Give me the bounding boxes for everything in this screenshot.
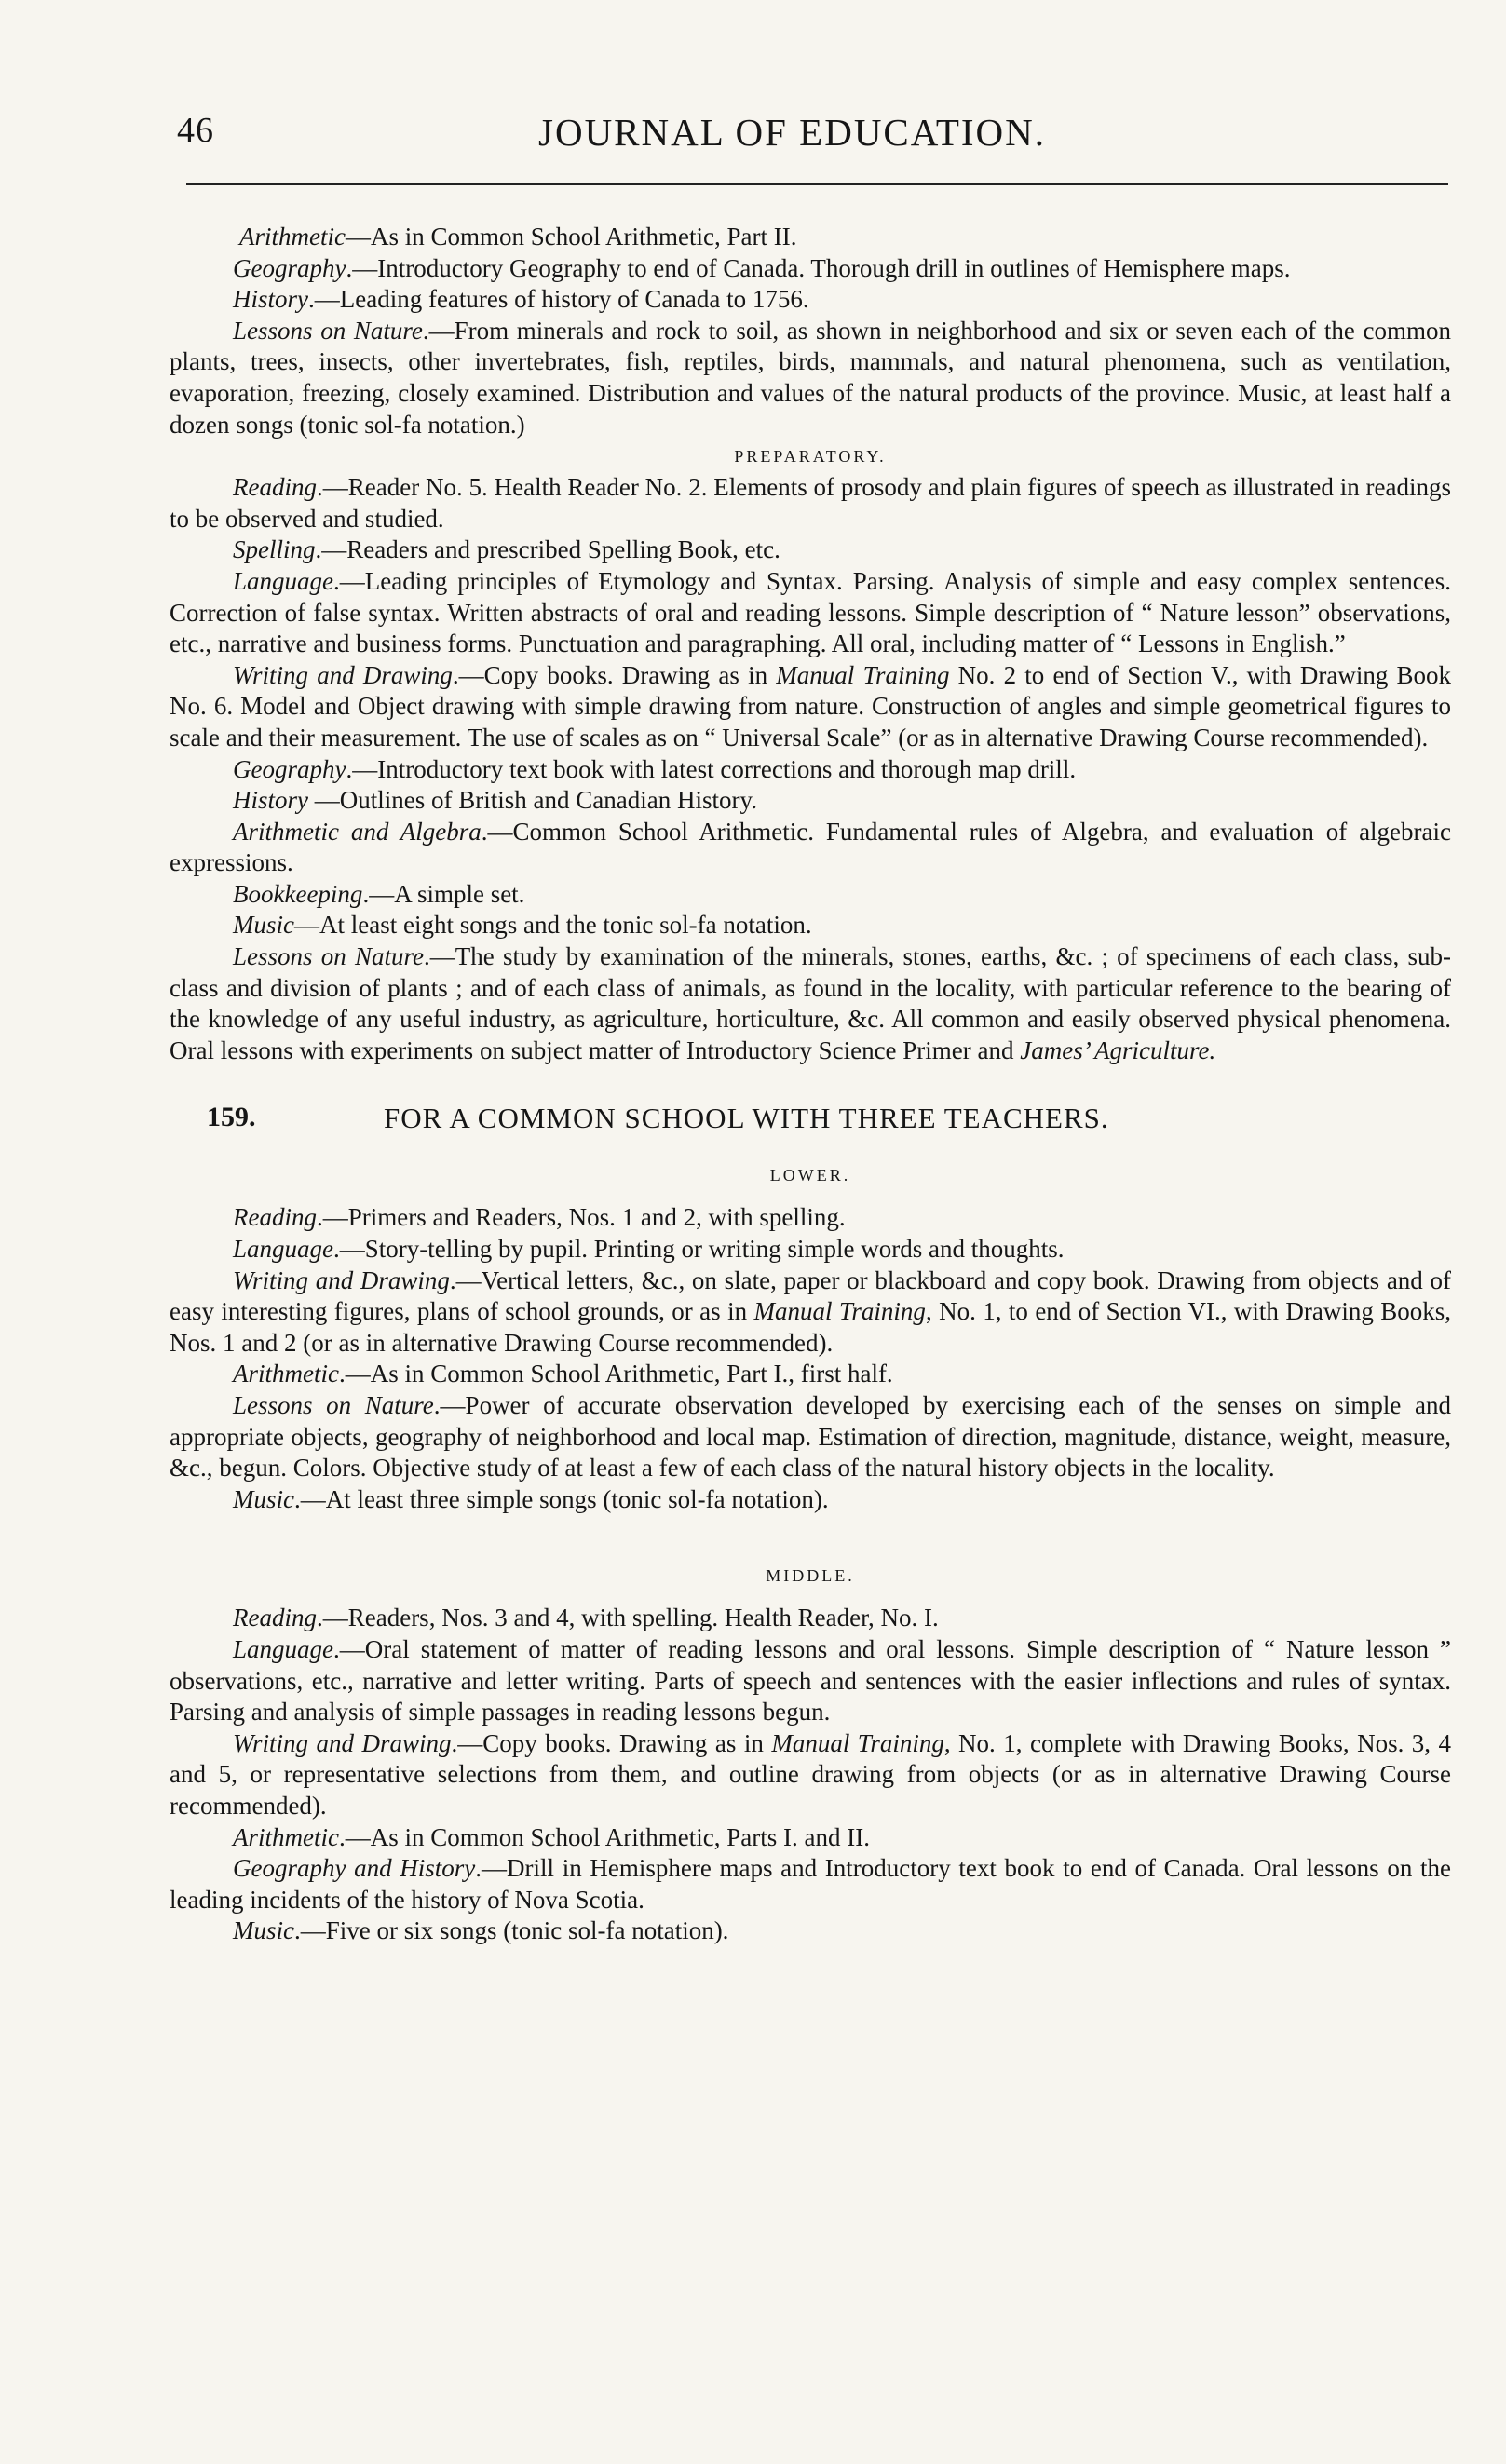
paragraph-text: .—Common School Arithmetic. Fundamental rules of Algebra, and evaluation of algebraic expressions.: [170, 817, 1451, 877]
page-header: [177, 110, 1453, 166]
paragraph-text: .—As in Common School Arithmetic, Parts I. and II.: [338, 1822, 870, 1851]
lead-term: Reading: [233, 1604, 317, 1632]
paragraph-writing-drawing: [170, 660, 1451, 754]
paragraph-text: .—Leading features of history of Canada to 1756.: [308, 285, 809, 314]
paragraph-text: .—Vertical letters, &c., on slate, paper or blackboard and copy book. Drawing from objects and of easy interesting figures, plans of school grounds, or as in: [170, 1266, 1451, 1326]
paragraph-text: .—Copy books. Drawing as in: [451, 1728, 772, 1757]
paragraph-text: , No. 1, to end of Section VI., with Drawing Books, Nos. 1 and 2 (or as in alternative Drawing Course recommended).: [170, 1297, 1451, 1357]
spacer: [170, 1591, 1451, 1603]
lead-term: Arithmetic and Algebra: [233, 817, 482, 846]
lead-term: Arithmetic: [233, 1822, 339, 1851]
lead-term: Writing and Drawing: [233, 1266, 450, 1294]
paragraph-music: [170, 1916, 1451, 1947]
paragraph-music: [170, 1484, 1451, 1516]
lead-term: Language: [233, 1235, 333, 1264]
paragraph-language: [170, 1234, 1451, 1266]
paragraph-text: —Outlines of British and Canadian History.: [308, 786, 757, 815]
paragraph-text: .—Copy books. Drawing as in: [452, 660, 777, 689]
paragraph-text: .—Story-telling by pupil. Printing or writing simple words and thoughts.: [333, 1235, 1065, 1264]
section-title: FOR A COMMON SCHOOL WITH THREE TEACHERS.: [384, 1102, 1109, 1135]
lead-term: Spelling: [233, 535, 316, 564]
lead-term: Music: [233, 911, 294, 940]
paragraph-history: [170, 785, 1451, 817]
lead-term: Writing and Drawing: [233, 660, 453, 689]
paragraph-language: [170, 1634, 1451, 1728]
lead-term: History: [233, 285, 308, 314]
paragraph-text: .—Primers and Readers, Nos. 1 and 2, with spelling.: [316, 1203, 846, 1232]
body-text: [170, 222, 1451, 1947]
paragraph-text: .—At least three simple songs (tonic sol-fa notation).: [293, 1484, 829, 1513]
spacer: [170, 1515, 1451, 1560]
paragraph-geography-history: [170, 1853, 1451, 1916]
paragraph-writing-drawing: [170, 1266, 1451, 1360]
lead-term: Geography: [233, 253, 346, 282]
paragraph-writing-drawing: [170, 1728, 1451, 1822]
lead-term: Writing and Drawing: [233, 1728, 452, 1757]
lead-term: Arithmetic: [239, 223, 346, 250]
paragraph-text: .—Leading principles of Etymology and Syntax. Parsing. Analysis of simple and easy complex sentences. Correction of false syntax. Written abstracts of oral and reading lessons. Simple description of “ Nature lesson” observations, etc., narrative and business forms. Punctuation and paragraphing. All oral, including matter of “ Lessons in English.”: [170, 566, 1451, 658]
paragraph-text: .—A simple set.: [362, 879, 525, 908]
paragraph-text: .—Drill in Hemisphere maps and Introductory text book to end of Canada. Oral lessons on the leading incidents of the history of Nova Scotia.: [170, 1854, 1451, 1914]
paragraph-geography: [170, 754, 1451, 786]
subheading-preparatory: PREPARATORY.: [734, 447, 887, 467]
lead-term: Lessons on Nature: [233, 942, 424, 971]
lead-term: Bookkeeping: [233, 879, 363, 908]
paragraph-text: .—Oral statement of matter of reading lessons and oral lessons. Simple description of “ Nature lesson ” observations, etc., narrative and letter writing. Parts of speech and sentences with the easier inflections and rules of syntax. Parsing and analysis of simple passages in reading lessons begun.: [170, 1634, 1451, 1726]
italic-title: Manual Training: [776, 660, 950, 689]
paragraph-text: .—The study by examination of the minerals, stones, earths, &c. ; of specimens of each class, sub-class and division of plants ; and of each class of animals, as found in the locality, with particular reference to the bearing of the knowledge of any useful industry, as agriculture, horticulture, &c. All common and easily observed physical phenomena. Oral lessons with experiments on subject matter of Introductory Science Primer and: [170, 942, 1451, 1064]
section-heading: [170, 1094, 1451, 1159]
lead-term: Reading: [233, 473, 317, 502]
paragraph-text: .—From minerals and rock to soil, as shown in neighborhood and six or seven each of the common plants, trees, insects, other invertebrates, fish, reptiles, birds, mammals, and natural phenomena, such as ventilation, evaporation, freezing, closely examined. Distribution and values of the natural products of the province. Music, at least half a dozen songs (tonic sol-fa notation.): [170, 316, 1451, 439]
italic-title: Manual Training: [753, 1297, 926, 1326]
paragraph-nature: [170, 941, 1451, 1066]
paragraph-arithmetic: [170, 222, 1451, 253]
paragraph-text: , No. 1, complete with Drawing Books, Nos. 3, 4 and 5, or representative selections from them, and outline drawing from objects (or as in alternative Drawing Course recommended).: [170, 1728, 1452, 1820]
subheading-lower: LOWER.: [769, 1166, 851, 1185]
lead-term: Music: [233, 1916, 294, 1945]
running-title: JOURNAL OF EDUCATION.: [538, 111, 1047, 154]
paragraph-text: .—Readers, Nos. 3 and 4, with spelling. Health Reader, No. I.: [316, 1604, 939, 1632]
header-rule: [186, 183, 1448, 185]
paragraph-text: No. 2 to end of Section V., with Drawing Book No. 6. Model and Object drawing with simple drawing from nature. Construction of angles and simple geometrical figures to scale and their measurement. The use of scales as on “ Universal Scale” (or as in alternative Drawing Course recommended).: [170, 660, 1452, 751]
paragraph-reading: [170, 1202, 1451, 1234]
italic-title: James’ Agriculture.: [1020, 1036, 1216, 1064]
italic-title: Manual Training: [771, 1728, 944, 1757]
lead-term: History: [233, 786, 308, 815]
paragraph-text: .—Reader No. 5. Health Reader No. 2. Elements of prosody and plain figures of speech as illustrated in readings to be observed and studied.: [170, 473, 1451, 533]
paragraph-text: .—Introductory text book with latest corrections and thorough map drill.: [346, 754, 1077, 783]
paragraph-reading: [170, 472, 1451, 535]
lead-term: Language: [233, 566, 333, 595]
paragraph-music: [170, 910, 1451, 941]
lead-term: Language: [233, 1634, 333, 1663]
paragraph-text: —At least eight songs and the tonic sol-fa notation.: [293, 911, 812, 940]
section-number: 159.: [207, 1102, 256, 1133]
lead-term: Arithmetic: [233, 1360, 339, 1388]
paragraph-text: .—As in Common School Arithmetic, Part I., first half.: [338, 1360, 893, 1388]
paragraph-text: .—Five or six songs (tonic sol-fa notation).: [293, 1916, 729, 1945]
paragraph-language: [170, 566, 1451, 660]
paragraph-geography: [170, 253, 1451, 285]
lead-term: Geography and History: [233, 1854, 476, 1883]
paragraph-text: .—Introductory Geography to end of Canada. Thorough drill in outlines of Hemisphere maps.: [346, 253, 1291, 282]
spacer: [170, 1191, 1451, 1202]
paragraph-arithmetic: [170, 1359, 1451, 1390]
paragraph-spelling: [170, 535, 1451, 566]
paragraph-text: —As in Common School Arithmetic, Part II.: [345, 223, 797, 250]
lead-term: Lessons on Nature: [233, 1391, 434, 1419]
paragraph-arithmetic-algebra: [170, 817, 1451, 879]
paragraph-arithmetic: [170, 1822, 1451, 1854]
paragraph-reading: [170, 1603, 1451, 1634]
paragraph-nature: [170, 1390, 1451, 1484]
lead-term: Geography: [233, 754, 346, 783]
page-number: 46: [177, 111, 214, 150]
subheading-middle: MIDDLE.: [766, 1566, 855, 1586]
lead-term: Lessons on Nature: [233, 316, 423, 345]
lead-term: Reading: [233, 1203, 317, 1232]
paragraph-text: .—Readers and prescribed Spelling Book, etc.: [315, 535, 780, 564]
paragraph-text: .—Power of accurate observation developed by exercising each of the senses on simple and appropriate objects, geography of neighborhood and local map. Estimation of direction, magnitude, distance, weight, measure, &c., begun. Colors. Objective study of at least a few of each class of the natural history objects in the locality.: [170, 1391, 1451, 1482]
lead-term: Music: [233, 1484, 294, 1513]
paragraph-history: [170, 284, 1451, 316]
paragraph-bookkeeping: [170, 879, 1451, 911]
paragraph-nature: [170, 316, 1451, 440]
